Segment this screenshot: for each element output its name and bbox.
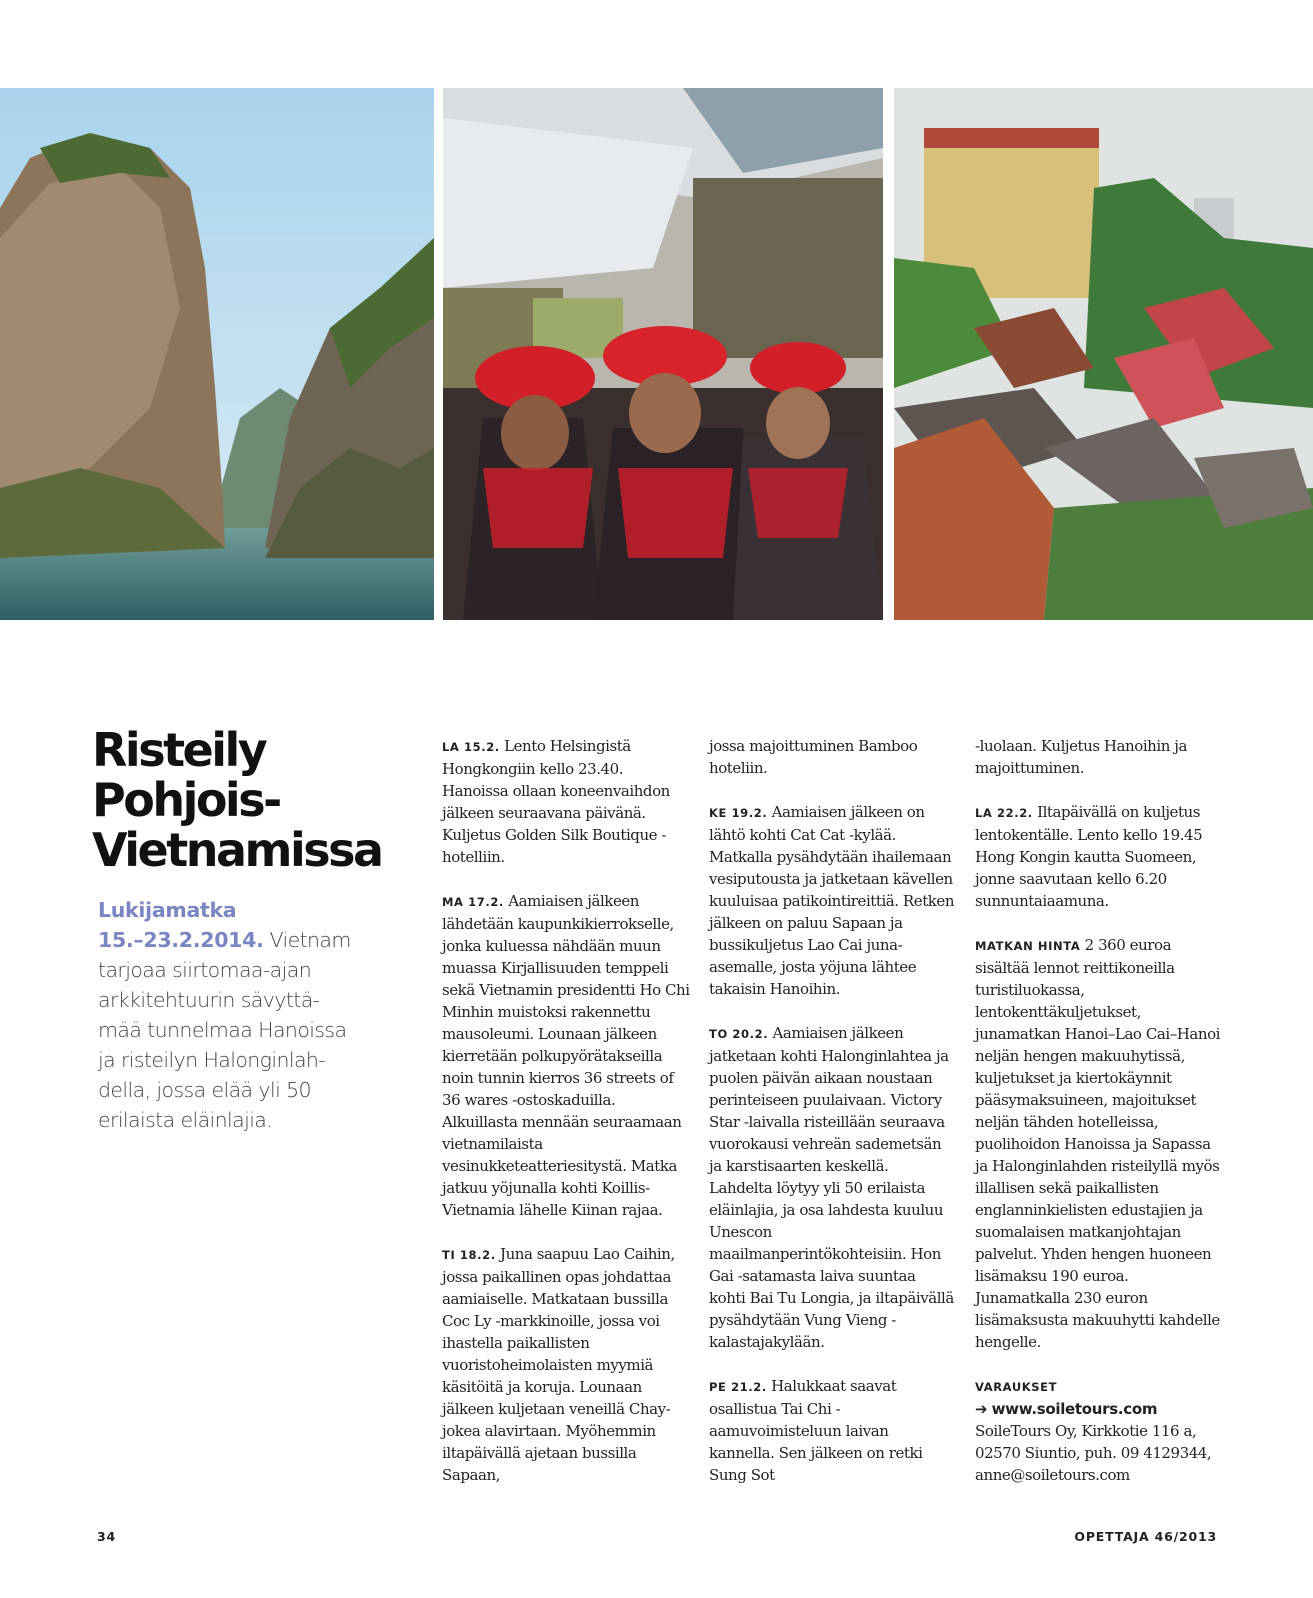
- body-column-2: [709, 735, 955, 1508]
- itinerary-day: [442, 1243, 690, 1486]
- article-lead: [98, 895, 368, 1135]
- day-text: Halukkaat saavat osallistua Tai Chi -aamuvoimisteluun laivan kannella. Sen jälkeen on retki Sung Sot: [709, 1377, 923, 1484]
- itinerary-day: [709, 1022, 955, 1353]
- price-section: [975, 934, 1225, 1353]
- website-link[interactable]: www.soiletours.com: [991, 1400, 1158, 1418]
- lead-highlight-2: 15.–23.2.2014.: [98, 928, 264, 952]
- itinerary-continuation: [709, 735, 955, 779]
- lead-text-3: arkkitehtuurin sävyttä-: [98, 988, 320, 1012]
- day-text: Aamiaisen jälkeen lähdetään kaupunkikierrokselle, jonka kuluessa nähdään muun muassa Kirjallisuuden temppeli sekä Vietnamin presidentti Ho Chi Minhin muistoksi rakennettu mausoleumi. Lounaan jälkeen kierretään polkupyörätakseilla noin tunnin kierros 36 streets of 36 wares -ostoskaduilla. Alkuillasta mennään seuraamaan vietnamilaista vesinukketeatteriesitystä. Matka jatkuu yöjunalla kohti Koillis-Vietnamia lähelle Kiinan rajaa.: [442, 892, 690, 1219]
- article-headline: [92, 725, 412, 875]
- body-column-1: [442, 735, 690, 1508]
- day-text: Iltapäivällä on kuljetus lentokentälle. Lento kello 19.45 Hong Kongin kautta Suomeen, jonne saavutaan kello 6.20 sunnuntaiaamuna.: [975, 803, 1203, 910]
- day-text: -luolaan. Kuljetus Hanoihin ja majoittuminen.: [975, 737, 1187, 777]
- lead-text-4: mää tunnelmaa Hanoissa: [98, 1018, 347, 1042]
- body-column-3: [975, 735, 1225, 1508]
- headline-line-2: Pohjois-: [92, 773, 280, 827]
- day-label: MA 17.2.: [442, 895, 504, 909]
- day-text: Aamiaisen jälkeen on lähtö kohti Cat Cat -kylää. Matkalla pysähdytään ihailemaan vesiputousta ja jatketaan kävellen kuuluisaa patikointireittiä. Retken jälkeen on paluu Sapaan ja bussikuljetus Lao Cai juna-asemalle, josta yöjuna lähtee takaisin Hanoihin.: [709, 803, 955, 998]
- day-text: Lento Helsingistä Hongkongiin kello 23.40. Hanoissa ollaan koneenvaihdon jälkeen seuraavana päivänä. Kuljetus Golden Silk Boutique -hotelliin.: [442, 737, 670, 866]
- booking-address: SoileTours Oy, Kirkkotie 116 a, 02570 Siuntio, puh. 09 4129344, anne@soiletours.com: [975, 1422, 1212, 1484]
- booking-label: VARAUKSET: [975, 1380, 1058, 1394]
- red-dao-women-market-photo: [443, 88, 883, 620]
- arrow-right-icon: ➔: [975, 1400, 988, 1418]
- day-label: PE 21.2.: [709, 1380, 767, 1394]
- day-text: Aamiaisen jälkeen jatketaan kohti Halonginlahtea ja puolen päivän aikaan noustaan perinteiseen puulaivaan. Victory Star -laivalla risteillään seuraava vuorokausi vehreän sademetsän ja karstisaarten keskellä. Lahdelta löytyy yli 50 erilaista eläinlajia, ja osa lahdesta kuuluu Unescon maailmanperintökohteisiin. Hon Gai -satamasta laiva suuntaa kohti Bai Tu Longia, ja iltapäivällä pysähdytään Vung Vieng -kalastajakylään.: [709, 1024, 954, 1351]
- itinerary-day: [975, 801, 1225, 912]
- itinerary-day: [442, 890, 690, 1221]
- page-number: 34: [97, 1529, 116, 1544]
- day-text: jossa majoittuminen Bamboo hoteliin.: [709, 737, 918, 777]
- sapa-village-rooftops-photo: [894, 88, 1313, 620]
- itinerary-day: [709, 1375, 955, 1486]
- day-label: LA 15.2.: [442, 740, 500, 754]
- day-text: Juna saapuu Lao Caihin, jossa paikallinen opas johdattaa aamiaiselle. Matkataan bussilla Coc Ly -markkinoille, jossa voi ihastella paikallisten vuoristoheimolaisten myymiä käsitöitä ja koruja. Lounaan jälkeen kuljetaan veneillä Chay-jokea alavirtaan. Myöhemmin iltapäivällä ajetaan bussilla Sapaan,: [442, 1245, 675, 1484]
- itinerary-continuation: [975, 735, 1225, 779]
- day-label: LA 22.2.: [975, 806, 1033, 820]
- day-label: KE 19.2.: [709, 806, 768, 820]
- ha-long-bay-karst-cliffs-photo: [0, 88, 434, 620]
- day-label: TO 20.2.: [709, 1027, 769, 1041]
- headline-line-1: Risteily: [92, 723, 266, 777]
- lead-highlight-1: Lukijamatka: [98, 898, 237, 922]
- booking-section: [975, 1375, 1225, 1486]
- lead-text-6: della, jossa elää yli 50: [98, 1078, 311, 1102]
- lead-text-2: tarjoaa siirtomaa-ajan: [98, 958, 312, 982]
- headline-line-3: Vietnamissa: [92, 823, 382, 877]
- price-text: 2 360 euroa sisältää lennot reittikoneilla turistiluokassa, lentokenttäkuljetukset, junamatkan Hanoi–Lao Cai–Hanoi neljän hengen makuuhytissä, kuljetukset ja kiertokäynnit pääsymaksuineen, majoitukset neljän tähden hotelleissa, puolihoidon Hanoissa ja Sapassa ja Halonginlahden risteilyllä myös illallisen sekä paikallisten englanninkielisten edustajien ja suomalaisen matkanjohtajan palvelut. Yhden hengen huoneen lisämaksu 190 euroa. Junamatkalla 230 euron lisämaksusta makuuhytti kahdelle hengelle.: [975, 936, 1221, 1351]
- day-label: TI 18.2.: [442, 1248, 496, 1262]
- price-label: MATKAN HINTA: [975, 939, 1081, 953]
- magazine-issue: OPETTAJA 46/2013: [1074, 1529, 1217, 1544]
- lead-text-7: erilaista eläinlajia.: [98, 1108, 273, 1132]
- lead-text-1: Vietnam: [269, 928, 351, 952]
- itinerary-day: [709, 801, 955, 1000]
- lead-text-5: ja risteilyn Halonginlah-: [98, 1048, 326, 1072]
- itinerary-day: [442, 735, 690, 868]
